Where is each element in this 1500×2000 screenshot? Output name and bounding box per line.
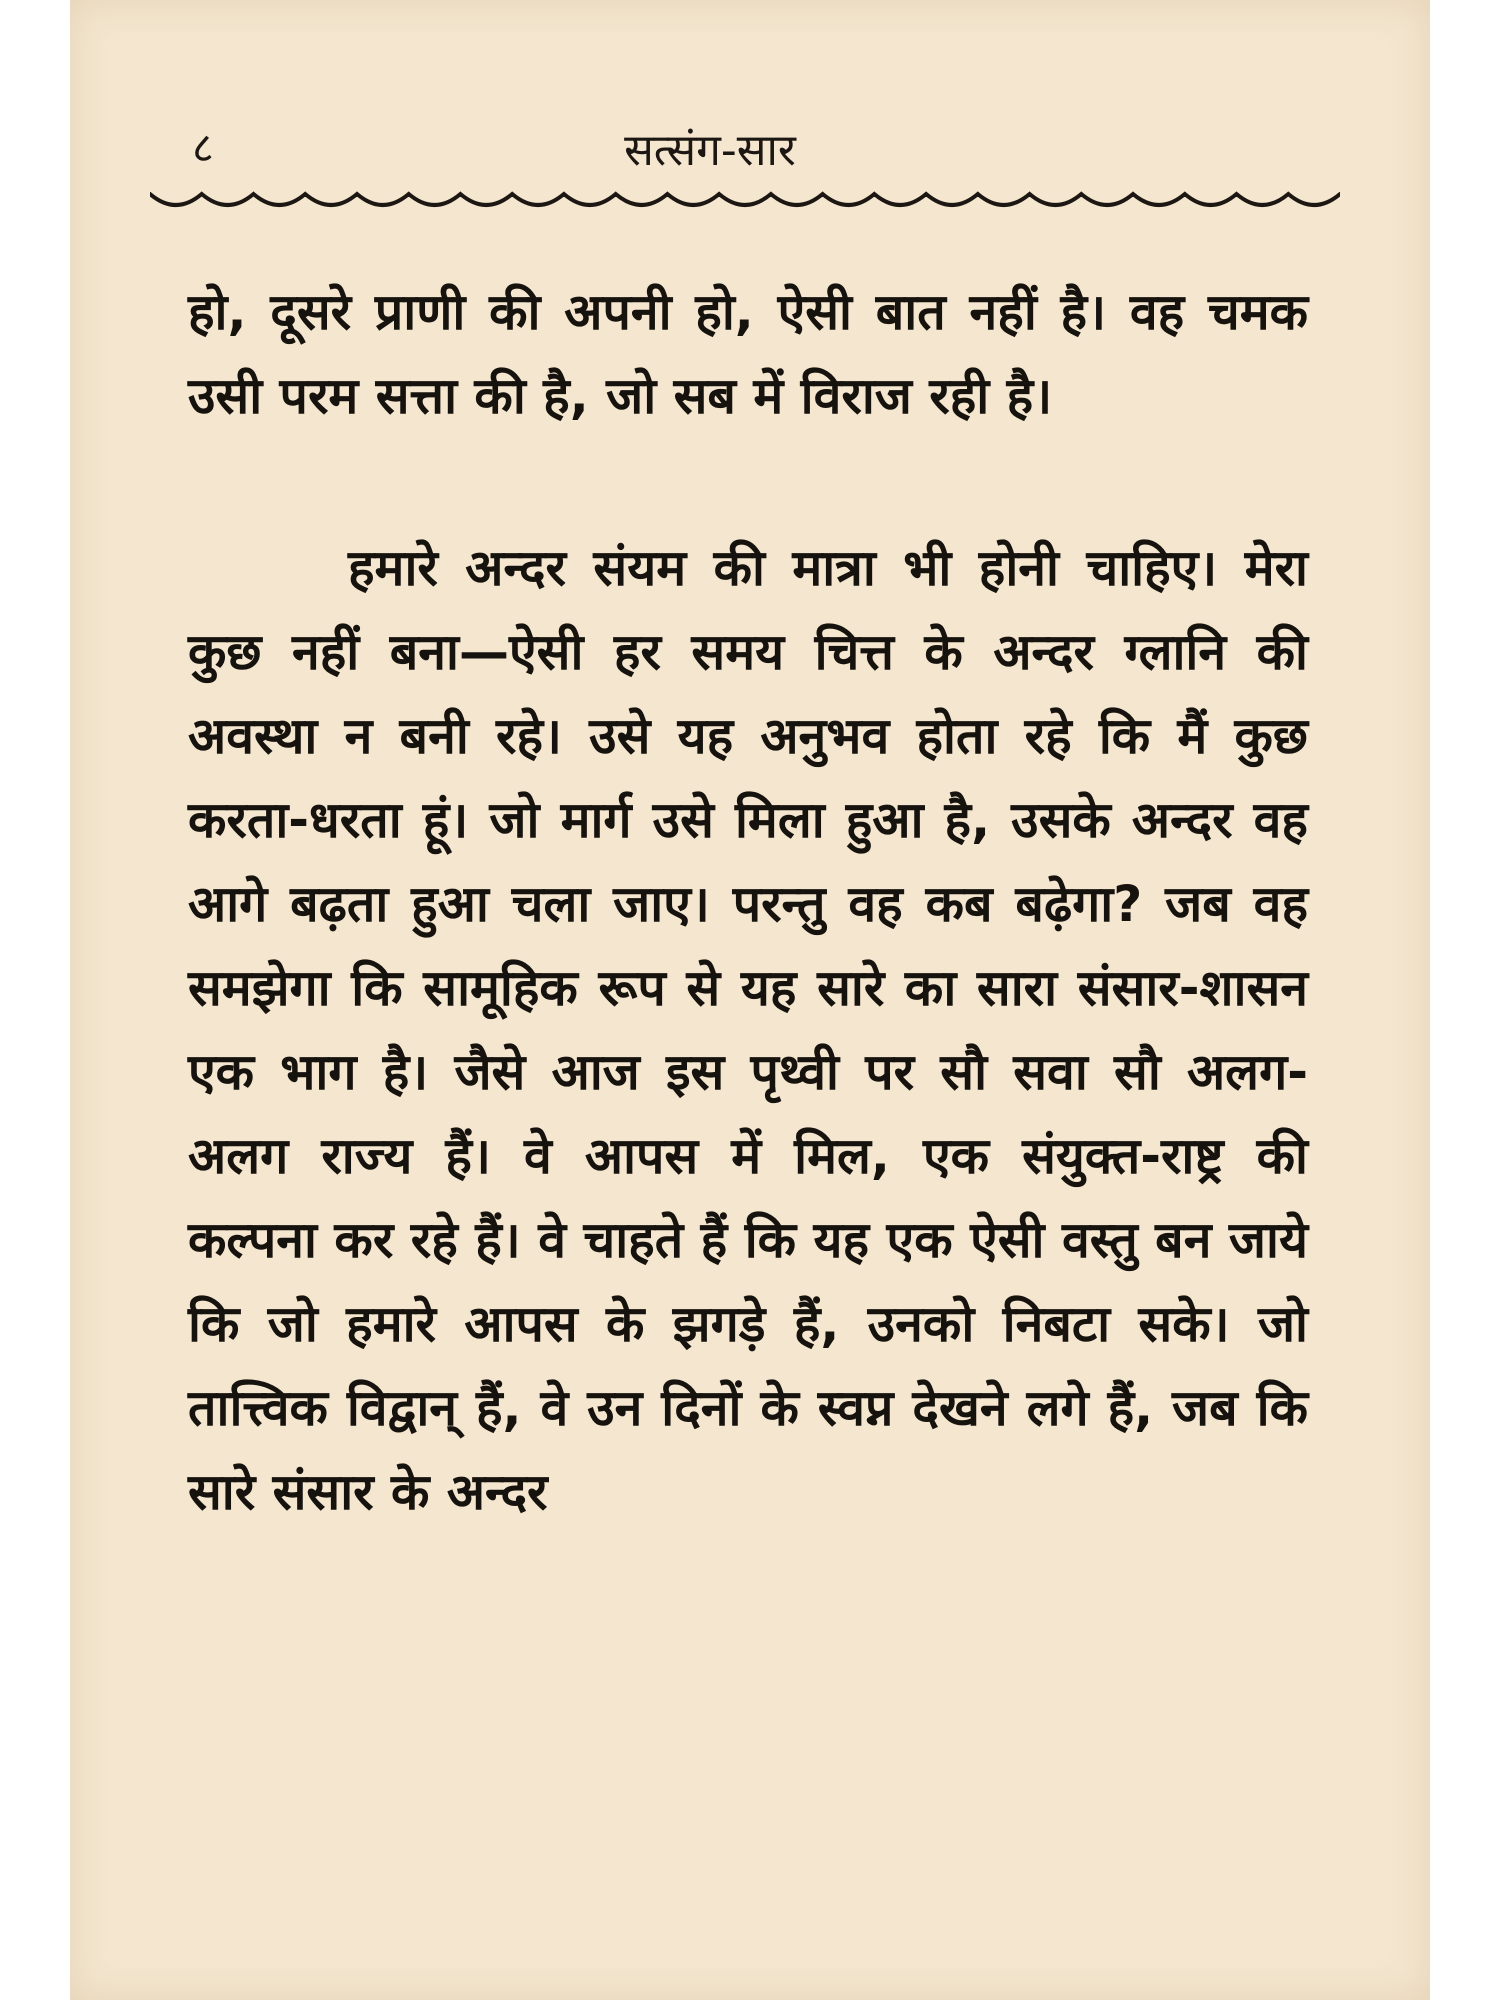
page-header [120, 118, 1300, 178]
wavy-header-rule [150, 188, 1340, 218]
paragraph: हमारे अन्दर संयम की मात्रा भी होनी चाहिए। मेरा कुछ नहीं बना—ऐसी हर समय चित्त के अन्दर ग्लानि की अवस्था न बनी रहे। उसे यह अनुभव होता रहे कि मैं कुछ करता-धरता हूं। जो मार्ग उसे मिला हुआ है, उसके अन्दर वह आगे बढ़ता हुआ चला जाए। परन्तु वह कब बढ़ेगा? जब वह समझेगा कि सामूहिक रूप से यह सारे का सारा संसार-शासन एक भाग है। जैसे आज इस पृथ्वी पर सौ सवा सौ अलग-अलग राज्य हैं। वे आपस में मिल, एक संयुक्त-राष्ट्र की कल्पना कर रहे हैं। वे चाहते हैं कि यह एक ऐसी वस्तु बन जाये कि जो हमारे आपस के झगड़े हैं, उनको निबटा सके। जो तात्त्विक विद्वान् हैं, वे उन दिनों के स्वप्न देखने लगे हैं, जब कि सारे संसार के अन्दर [188, 539, 1308, 1521]
page-number: ८ [192, 123, 214, 172]
body-text [188, 270, 1308, 1534]
running-title: सत्संग-सार [624, 125, 796, 176]
paragraph-continued: हो, दूसरे प्राणी की अपनी हो, ऐसी बात नहीं है। वह चमक उसी परम सत्ता की है, जो सब में विराज रही है। [188, 283, 1308, 425]
